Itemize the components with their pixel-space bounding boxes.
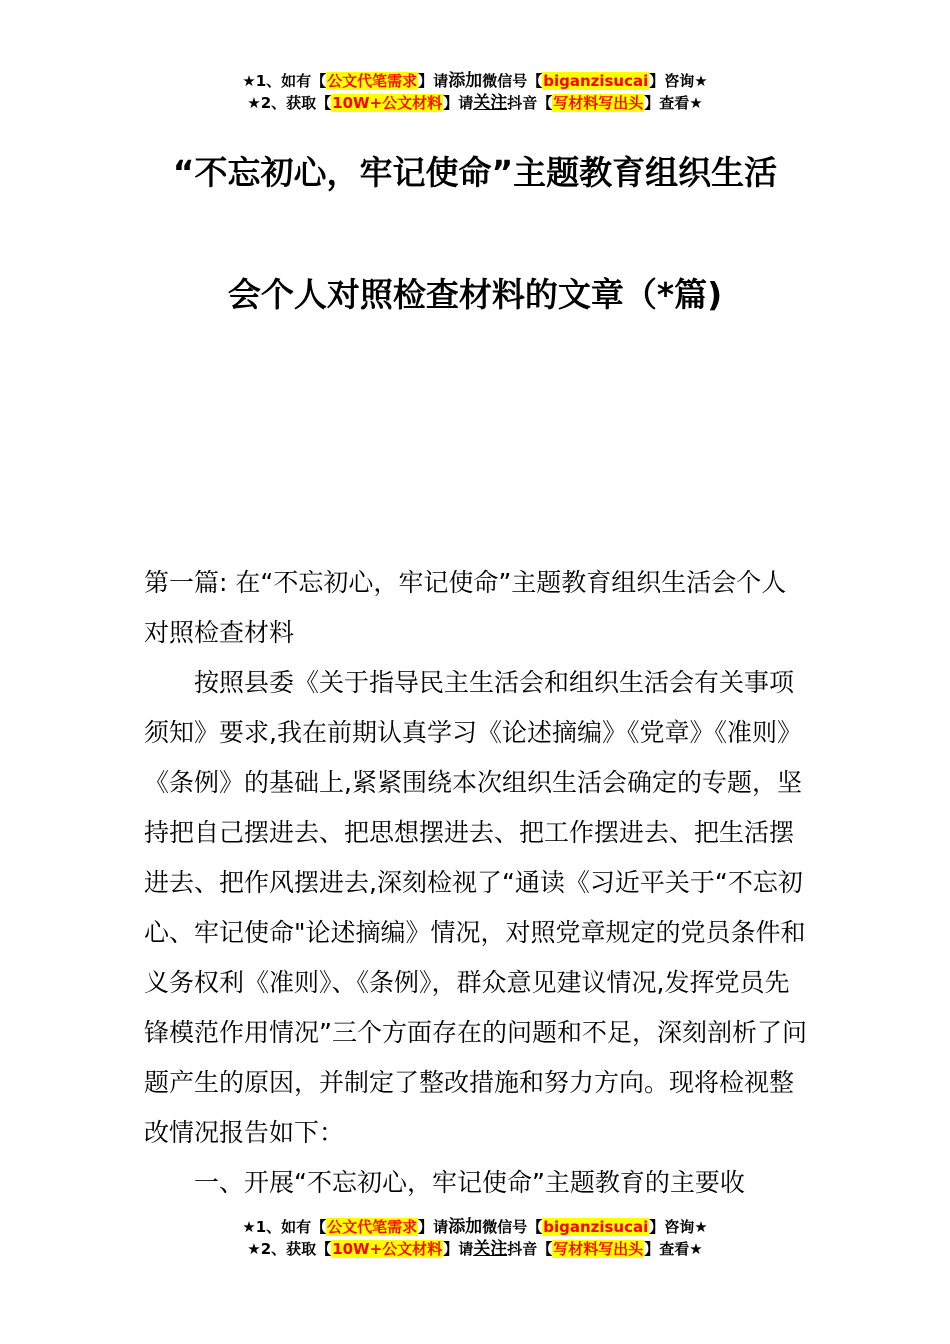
promo-line-2 [0,92,950,114]
promo-text: ★2、获取【 [247,94,332,112]
promo-text: 】请 [418,72,449,90]
document-title-line-2: 会个人对照检查材料的文章（*篇) [227,275,723,314]
promo-text: 抖音【 [507,1240,553,1258]
promo-highlight: 10W+公文材料 [332,94,443,112]
document-title-line-1: “不忘初心，牢记使命”主题教育组织生活 [172,153,778,192]
document-body [144,558,809,1208]
promo-highlight: biganzisucai [543,72,649,90]
promo-text: 】咨询★ [649,1218,708,1236]
promo-highlight: biganzisucai [543,1218,649,1236]
promo-emphasis: 关注 [473,1239,508,1259]
promo-text: 】咨询★ [649,72,708,90]
promo-line-1 [0,70,950,92]
body-paragraph: 一、开展“不忘初心，牢记使命”主题教育的主要收 [194,1168,745,1197]
promo-highlight: 10W+公文材料 [332,1240,443,1258]
promo-text: 】请 [443,94,474,112]
promo-emphasis: 添加 [448,1217,483,1237]
promo-banner-bottom [0,1216,950,1260]
promo-emphasis: 添加 [448,71,483,91]
promo-highlight: 公文代笔需求 [327,1218,418,1236]
promo-line-1 [0,1216,950,1238]
promo-text: ★1、如有【 [242,1218,327,1236]
body-paragraph: 按照县委《关于指导民主生活会和组织生活会有关事项须知》要求,我在前期认真学习《论述摘编》《党章》《准则》《条例》的基础上,紧紧围绕本次组织生活会确定的专题，坚持把自己摆进去、把思想摆进去、把工作摆进去、把生活摆进去、把作风摆进去,深刻检视了“通读《习近平关于“不忘初心、牢记使命"论述摘编》情况，对照党章规定的党员条件和义务权利《准则》、《条例》，群众意见建议情况,发挥党员先锋模范作用情况”三个方面存在的问题和不足，深刻剖析了问题产生的原因，并制定了整改措施和努力方向。现将检视整改情况报告如下： [144,668,807,1147]
promo-highlight: 公文代笔需求 [327,72,418,90]
promo-highlight: 写材料写出头 [553,94,644,112]
promo-text: 】请 [443,1240,474,1258]
promo-text: 】查看★ [644,1240,703,1258]
promo-text: ★2、获取【 [247,1240,332,1258]
promo-highlight: 写材料写出头 [553,1240,644,1258]
promo-line-2 [0,1238,950,1260]
promo-banner-top [0,70,950,114]
promo-emphasis: 关注 [473,93,508,113]
section-heading: 第一篇: 在“不忘初心，牢记使命”主题教育组织生活会个人对照检查材料 [144,568,787,647]
promo-text: 抖音【 [507,94,553,112]
promo-text: 】查看★ [644,94,703,112]
promo-text: 】请 [418,1218,449,1236]
promo-text: ★1、如有【 [242,72,327,90]
promo-text: 微信号【 [482,72,543,90]
promo-text: 微信号【 [482,1218,543,1236]
